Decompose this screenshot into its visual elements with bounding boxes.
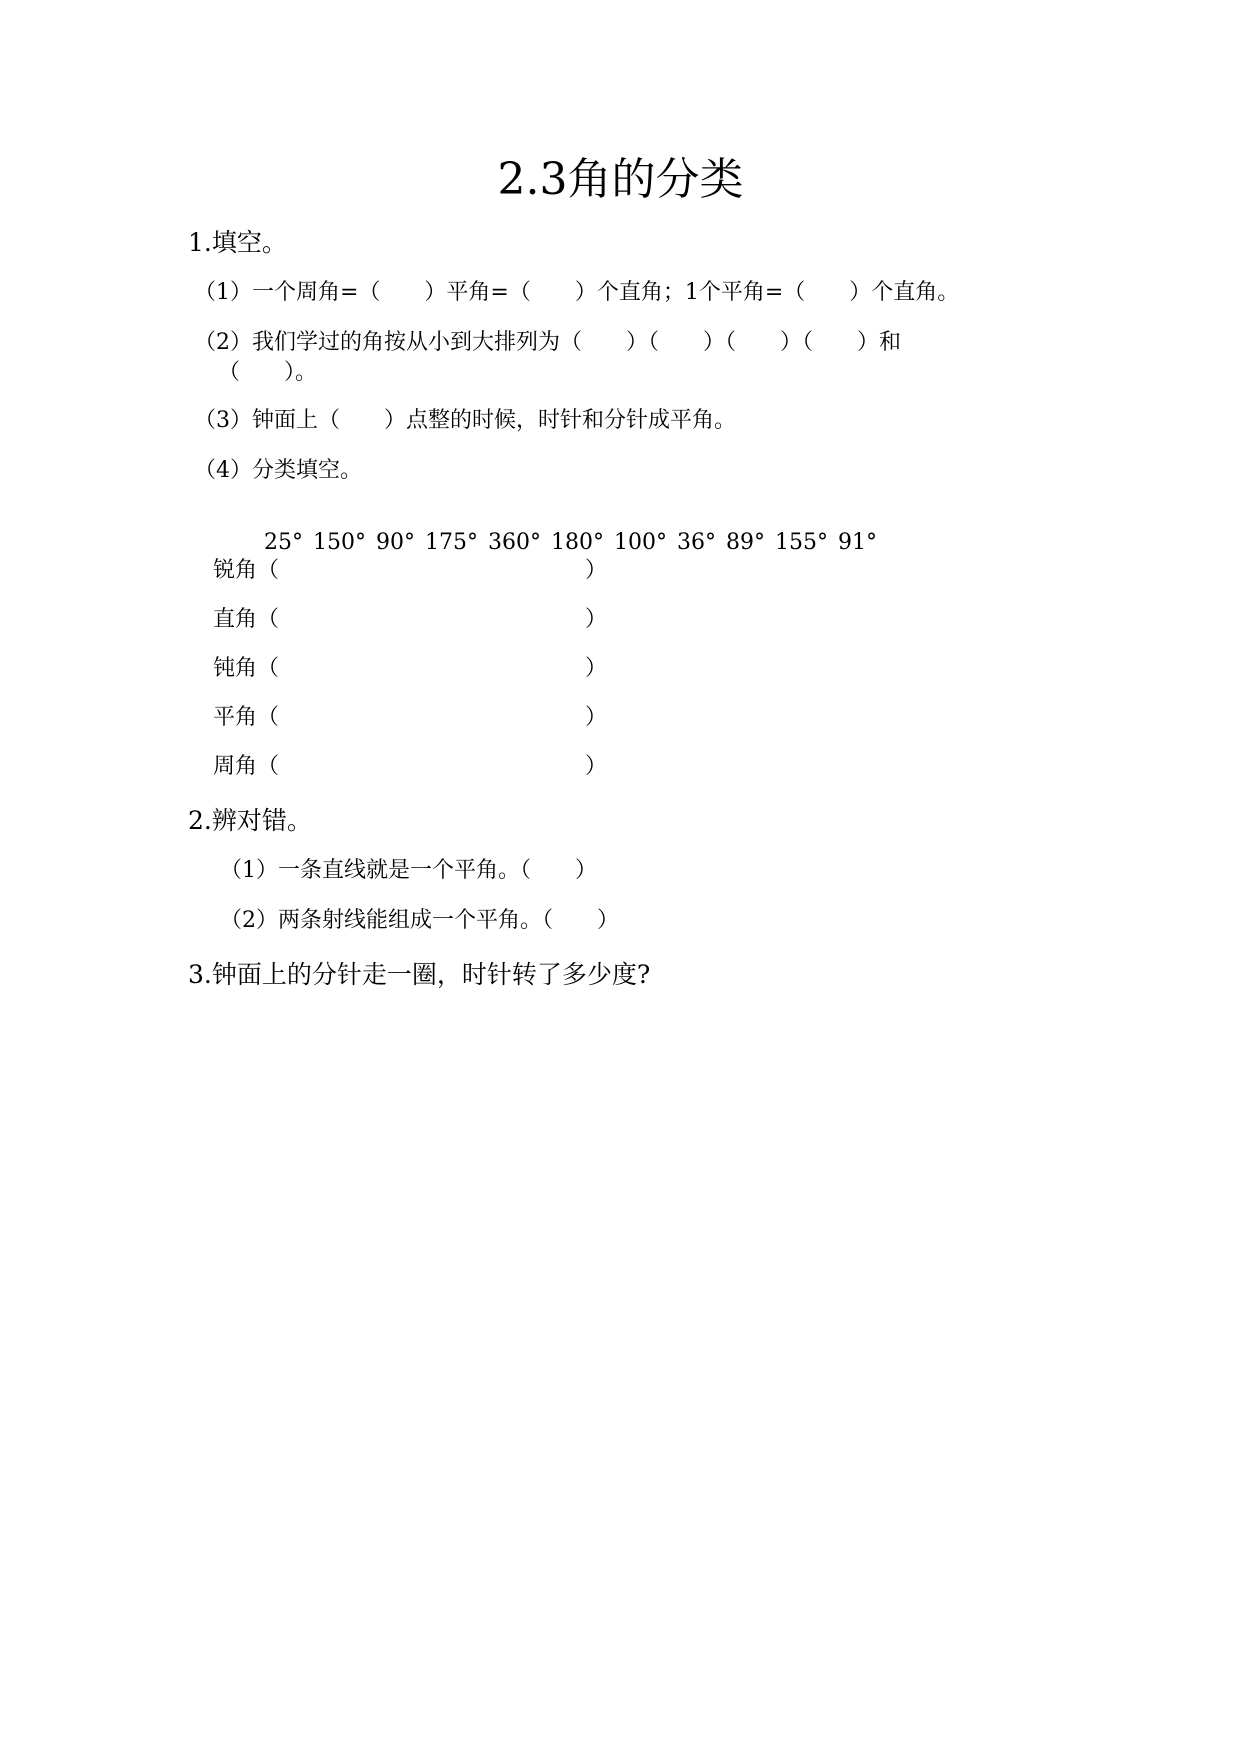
degree-value: 91° bbox=[837, 530, 877, 555]
category-acute-close: ） bbox=[585, 558, 608, 583]
degree-value: 360° bbox=[487, 530, 541, 555]
degree-value: 175° bbox=[424, 530, 478, 555]
category-obtuse-label: 钝角（ bbox=[213, 656, 280, 681]
degree-value: 100° bbox=[613, 530, 667, 555]
degree-list bbox=[236, 510, 887, 576]
category-obtuse-close: ） bbox=[585, 656, 608, 681]
category-full-close: ） bbox=[585, 754, 608, 779]
question-2-1: （1）一条直线就是一个平角。（ ） bbox=[220, 858, 597, 883]
degree-value: 150° bbox=[312, 530, 366, 555]
degree-value: 180° bbox=[550, 530, 604, 555]
category-straight-close: ） bbox=[585, 705, 608, 730]
category-right-label: 直角（ bbox=[213, 607, 280, 632]
category-full-label: 周角（ bbox=[213, 754, 280, 779]
category-straight-label: 平角（ bbox=[213, 705, 280, 730]
question-1-4: （4）分类填空。 bbox=[194, 458, 362, 483]
question-1-2-line-1: （2）我们学过的角按从小到大排列为（ ）（ ）（ ）（ ）和 bbox=[194, 330, 901, 355]
degree-value: 90° bbox=[375, 530, 415, 555]
degree-value: 36° bbox=[676, 530, 716, 555]
section-3-heading: 3.钟面上的分针走一圈，时针转了多少度? bbox=[188, 960, 651, 989]
question-1-1: （1）一个周角=（ ）平角=（ ）个直角；1个平角=（ ）个直角。 bbox=[194, 280, 960, 305]
section-1-heading: 1.填空。 bbox=[188, 228, 287, 257]
question-1-2-line-2: （ ）。 bbox=[218, 360, 318, 385]
question-1-3: （3）钟面上（ ）点整的时候，时针和分针成平角。 bbox=[194, 408, 736, 433]
degree-value: 89° bbox=[725, 530, 765, 555]
degree-value: 25° bbox=[263, 530, 303, 555]
category-acute-label: 锐角（ bbox=[213, 558, 280, 583]
page-title: 2.3角的分类 bbox=[497, 154, 744, 205]
section-2-heading: 2.辨对错。 bbox=[188, 806, 312, 835]
category-right-close: ） bbox=[585, 607, 608, 632]
question-2-2: （2）两条射线能组成一个平角。（ ） bbox=[220, 908, 619, 933]
degree-value: 155° bbox=[774, 530, 828, 555]
